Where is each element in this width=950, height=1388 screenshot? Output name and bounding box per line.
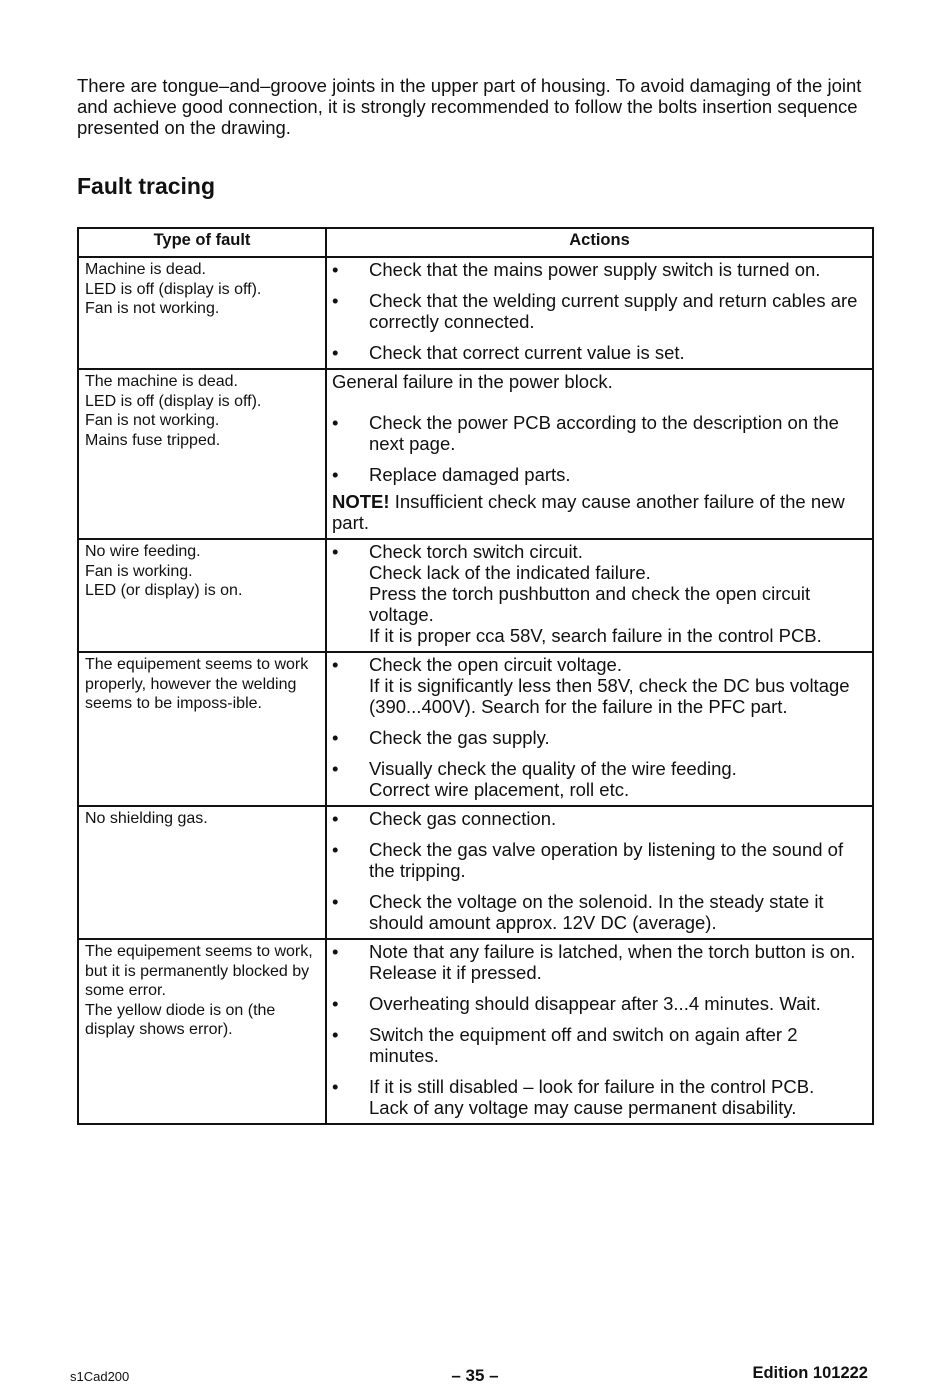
action-item (332, 808, 866, 829)
table-row (78, 652, 873, 806)
intro-paragraph: There are tongue–and–groove joints in the upper part of housing. To avoid damaging of the joint and achieve good connection, it is strongly recommended to follow the bolts insertion sequence presented on the drawing. (77, 75, 862, 138)
actions-cell (326, 652, 873, 806)
actions-cell (326, 369, 873, 539)
fault-line: Fan is not working. (85, 412, 220, 429)
fault-line: Machine is dead. (85, 261, 206, 278)
fault-line: No wire feeding. (85, 543, 201, 560)
action-text: Check the open circuit voltage. (369, 654, 622, 675)
fault-line: No shielding gas. (85, 810, 208, 827)
action-list (332, 412, 866, 485)
note-body: Insufficient check may cause another failure of the new part. (332, 491, 845, 533)
fault-line: LED is off (display is off). (85, 280, 262, 298)
header-type-of-fault: Type of fault (78, 228, 326, 257)
table-row (78, 806, 873, 939)
fault-line: LED (or display) is on. (85, 582, 243, 599)
bullet-icon: • (332, 839, 339, 860)
fault-line: LED is off (display is off). (85, 392, 262, 410)
action-text: Check the power PCB according to the description on the next page. (369, 412, 839, 454)
fault-line: The equipement seems to work, but it is permanently blocked by some error. (85, 943, 313, 999)
action-text: If it is significantly less then 58V, check the DC bus voltage (390...400V). Search for the failure in the PFC part. (369, 675, 850, 717)
fault-line: Mains fuse tripped. (85, 431, 221, 449)
bullet-icon: • (332, 464, 339, 485)
fault-description-cell (78, 539, 326, 652)
fault-description-cell (78, 257, 326, 369)
action-text: Check torch switch circuit. (369, 541, 583, 562)
action-text: Check the gas valve operation by listening to the sound of the tripping. (369, 839, 844, 881)
table-row (78, 257, 873, 369)
action-item (332, 758, 866, 800)
fault-description-cell (78, 806, 326, 939)
action-text: Correct wire placement, roll etc. (369, 779, 630, 800)
bullet-icon: • (332, 290, 339, 311)
action-text: Lack of any voltage may cause permanent disability. (369, 1097, 797, 1118)
action-text: Check that correct current value is set. (369, 342, 685, 363)
action-list (332, 259, 866, 363)
fault-description-cell (78, 369, 326, 539)
table-row (78, 939, 873, 1124)
fault-line: The equipement seems to work properly, however the welding seems to be imposs-ible. (85, 656, 309, 712)
action-item (332, 891, 866, 933)
bullet-icon: • (332, 1076, 339, 1097)
bullet-icon: • (332, 259, 339, 280)
bullet-icon: • (332, 654, 339, 675)
fault-table (77, 227, 874, 1125)
action-item (332, 727, 866, 748)
note-text (332, 491, 866, 533)
action-item (332, 290, 866, 332)
bullet-icon: • (332, 342, 339, 363)
bullet-icon: • (332, 1024, 339, 1045)
section-heading: Fault tracing (77, 173, 216, 199)
edition-label: Edition 101222 (752, 1364, 868, 1382)
document-code: s1Cad200 (70, 1369, 130, 1384)
action-item (332, 941, 866, 983)
fault-line: Fan is working. (85, 562, 193, 580)
action-list (332, 941, 866, 1118)
fault-table-body (78, 257, 873, 1124)
action-text: Visually check the quality of the wire feeding. (369, 758, 737, 779)
action-item (332, 342, 866, 363)
bullet-icon: • (332, 941, 339, 962)
action-text: If it is still disabled – look for failure in the control PCB. (369, 1076, 815, 1097)
bullet-icon: • (332, 993, 339, 1014)
action-intro-text: General failure in the power block. (332, 371, 613, 392)
action-list (332, 654, 866, 800)
note-label: NOTE! (332, 491, 390, 512)
fault-line: The yellow diode is on (the display shows error). (85, 1001, 276, 1038)
action-list (332, 808, 866, 933)
table-row (78, 539, 873, 652)
fault-line: Fan is not working. (85, 300, 220, 317)
action-text: Check that the welding current supply and return cables are correctly connected. (369, 290, 858, 332)
action-item (332, 654, 866, 717)
bullet-icon: • (332, 808, 339, 829)
bullet-icon: • (332, 727, 339, 748)
action-item (332, 259, 866, 280)
bullet-icon: • (332, 891, 339, 912)
fault-description-cell (78, 652, 326, 806)
actions-cell (326, 257, 873, 369)
table-row (78, 369, 873, 539)
page-number: – 35 – (451, 1366, 499, 1385)
action-text: Replace damaged parts. (369, 464, 571, 485)
table-header-row (78, 228, 873, 257)
bullet-icon: • (332, 541, 339, 562)
action-text: Check the voltage on the solenoid. In the steady state it should amount approx. 12V DC (average). (369, 891, 824, 933)
action-text: Check lack of the indicated failure. (369, 562, 651, 583)
action-text: Check gas connection. (369, 808, 557, 829)
action-item (332, 1076, 866, 1118)
action-text: Overheating should disappear after 3...4 minutes. Wait. (369, 993, 821, 1014)
action-text: If it is proper cca 58V, search failure in the control PCB. (369, 625, 822, 646)
action-item (332, 1024, 866, 1066)
action-item (332, 541, 866, 646)
actions-cell (326, 939, 873, 1124)
action-text: Check the gas supply. (369, 727, 550, 748)
header-actions: Actions (326, 228, 873, 257)
action-text: Check that the mains power supply switch is turned on. (369, 259, 821, 280)
action-list (332, 541, 866, 646)
action-item (332, 839, 866, 881)
action-text: Note that any failure is latched, when the torch button is on. Release it if pressed. (369, 941, 856, 983)
action-item (332, 464, 866, 485)
actions-cell (326, 806, 873, 939)
action-text: Switch the equipment off and switch on again after 2 minutes. (369, 1024, 798, 1066)
action-text: Press the torch pushbutton and check the open circuit voltage. (369, 583, 811, 625)
action-item (332, 412, 866, 454)
fault-description-cell (78, 939, 326, 1124)
bullet-icon: • (332, 412, 339, 433)
action-item (332, 993, 866, 1014)
fault-line: The machine is dead. (85, 373, 238, 390)
actions-cell (326, 539, 873, 652)
bullet-icon: • (332, 758, 339, 779)
